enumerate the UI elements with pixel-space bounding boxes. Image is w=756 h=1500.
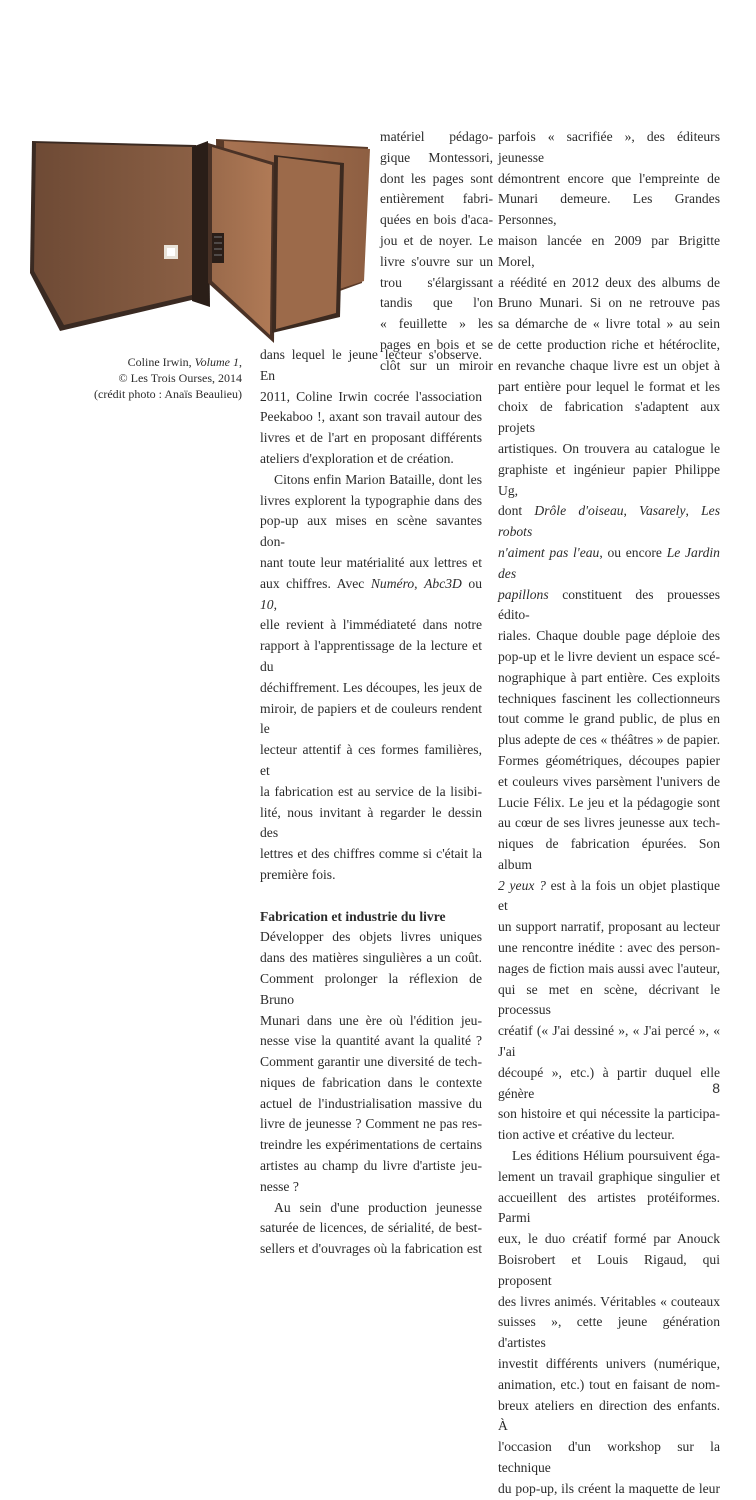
text-line: de cette production riche et hétéroclite, (498, 336, 720, 352)
text-line: accueillent des artistes protéiformes. Parmi (498, 1189, 720, 1226)
text-line: niques de fabrication dans le contexte (260, 1074, 482, 1090)
page-number: 8 (712, 1080, 720, 1096)
text-line: suisses », cette jeune génération d'artistes (498, 1314, 720, 1351)
text-line: livre s'ouvre sur un (380, 253, 493, 269)
text-line: Comment garantir une diversité de tech- (260, 1054, 482, 1070)
text-line: Formes géométriques, découpes papier (498, 752, 720, 768)
text-line: « feuillette » les (380, 316, 493, 332)
text-line: pop-up aux mises en scène savantes don- (260, 513, 482, 550)
middle-column (260, 345, 482, 1260)
text-line: graphiste et ingénieur papier Philippe Ug, (498, 461, 720, 498)
caption-publisher: © Les Trois Ourses, 2014 (118, 371, 242, 385)
text-line: des livres animés. Véritables « couteaux (498, 1293, 720, 1309)
text-line: du pop-up, ils créent la maquette de leur (498, 1480, 720, 1496)
text-line: dont Drôle d'oiseau, Vasarely, Les robots (498, 503, 720, 540)
text-line: aux chiffres. Avec Numéro, Abc3D ou 10, (260, 575, 482, 612)
wrap-column (380, 127, 493, 377)
text-line: tandis que l'on (380, 295, 493, 311)
text-line: Comment prolonger la réflexion de Bruno (260, 970, 482, 1007)
caption-title: Volume 1 (194, 355, 239, 369)
text-line: livre de jeunesse ? Comment ne pas res- (260, 1116, 482, 1132)
text-line: actuel de l'industrialisation massive du (260, 1095, 482, 1111)
text-line: ateliers d'exploration et de création. (260, 450, 454, 466)
text-line: sellers et d'ouvrages où la fabrication est (260, 1241, 482, 1257)
text-line: nages de fiction mais aussi avec l'auteur, (498, 960, 720, 976)
text-line: Lucie Félix. Le jeu et la pédagogie sont (498, 794, 720, 810)
text-line: Citons enfin Marion Bataille, dont les (274, 471, 482, 487)
text-line: dans lequel le jeune lecteur s'observe. En (260, 347, 482, 383)
text-line: quées en bois d'aca- (380, 212, 493, 228)
text-line: livres et de l'art en proposant différents (260, 430, 482, 446)
text-line: treindre les expérimentations de certains (260, 1137, 482, 1153)
text-line: niques de fabrication épurées. Son album (498, 836, 720, 872)
text-line: gique Montessori, (380, 149, 493, 165)
text-line: nant toute leur matérialité aux lettres et (260, 554, 482, 570)
text-line: artistiques. On trouvera au catalogue le (498, 440, 720, 456)
text-line: artistes au champ du livre d'artiste jeu- (260, 1158, 482, 1174)
text-line: la fabrication est au service de la lisibi- (260, 783, 482, 799)
text-line: 2 yeux ? est à la fois un objet plastique et (498, 877, 720, 914)
text-line: jou et de noyer. Le (380, 232, 493, 248)
text-line: l'occasion d'un workshop sur la technique (498, 1439, 720, 1475)
text-line: et couleurs vives parsèment l'univers de (498, 773, 720, 789)
text-line: qui se met en scène, décrivant le processus (498, 981, 720, 1018)
text-line: lement un travail graphique singulier et (498, 1168, 720, 1184)
text-line: tion active et créative du lecteur. (498, 1127, 675, 1143)
text-line: eux, le duo créatif formé par Anouck (498, 1231, 720, 1247)
text-line: a réédité en 2012 deux des albums de (498, 274, 720, 290)
text-line: rapport à l'apprentissage de la lecture et du (260, 638, 482, 674)
text-line: un support narratif, proposant au lecteur (498, 919, 720, 935)
text-line: lecteur attentif à ces formes familières, et (260, 742, 482, 778)
text-line: une rencontre inédite : avec des person- (498, 940, 720, 956)
text-line: découpé », etc.) à partir duquel elle génère (498, 1064, 720, 1101)
text-line: papillons constituent des prouesses édito- (498, 586, 720, 623)
caption-artist: Coline Irwin, (127, 355, 195, 369)
text-line: nographique à part entière. Ces exploits (498, 669, 720, 685)
text-line: livres explorent la typographie dans des (260, 492, 482, 508)
text-line: investit différents univers (numérique, (498, 1356, 720, 1372)
text-line: Munari demeure. Les Grandes Personnes, (498, 191, 720, 228)
text-line: sa démarche de « livre total » au sein (498, 316, 720, 332)
text-line: elle revient à l'immédiateté dans notre (260, 617, 482, 633)
text-line: riales. Chaque double page déploie des (498, 628, 720, 644)
text-line: Au sein d'une production jeunesse (274, 1199, 482, 1215)
text-line: entièrement fabri- (380, 191, 493, 207)
text-line: part entière pour lequel le format et les (498, 378, 720, 394)
text-line: breux ateliers en direction des enfants. À (498, 1397, 720, 1434)
text-line: démontrent encore que l'empreinte de (498, 170, 720, 186)
text-line: maison lancée en 2009 par Brigitte Morel, (498, 232, 720, 269)
text-line: pages en bois et se (380, 336, 493, 352)
text-line: au cœur de ses livres jeunesse aux tech- (498, 815, 720, 831)
text-line: Boisrobert et Louis Rigaud, qui proposent (498, 1252, 720, 1288)
text-line: n'aiment pas l'eau, ou encore Le Jardin des (498, 544, 720, 581)
text-line: Les éditions Hélium poursuivent éga- (512, 1148, 720, 1164)
right-column (498, 127, 720, 1500)
text-line: première fois. (260, 866, 336, 882)
text-line: techniques fascinent les collectionneurs (498, 690, 720, 706)
text-line: Développer des objets livres uniques (260, 929, 482, 945)
figure-caption: Coline Irwin, Volume 1, © Les Trois Ourses, 2014 (crédit photo : Anaïs Beaulieu) (80, 354, 242, 402)
text-line: dans des matières singulières a un coût. (260, 950, 482, 966)
text-line: Munari dans une ère où l'édition jeu- (260, 1012, 482, 1028)
text-line: Peekaboo !, axant son travail autour des (260, 409, 482, 425)
text-line: nesse vise la quantité avant la qualité ? (260, 1033, 482, 1049)
text-line: pop-up et le livre devient un espace scé- (498, 648, 720, 664)
text-line: dont les pages sont (380, 170, 493, 186)
text-line: tout comme le grand public, de plus en (498, 711, 720, 727)
text-line: matériel pédago- (380, 129, 493, 144)
caption-photo-credit: (crédit photo : Anaïs Beaulieu) (94, 387, 242, 401)
text-line: clôt sur un miroir (380, 357, 493, 373)
text-line: trou s'élargissant (380, 274, 493, 290)
text-line: Bruno Munari. Si on ne retrouve pas (498, 295, 720, 311)
text-line: nesse ? (260, 1178, 299, 1194)
text-line: 2011, Coline Irwin cocrée l'association (260, 388, 482, 404)
text-line: créatif (« J'ai dessiné », « J'ai percé », « J'ai (498, 1023, 720, 1060)
text-line: parfois « sacrifiée », des éditeurs jeunesse (498, 129, 720, 165)
text-line: lettres et des chiffres comme si c'était la (260, 846, 482, 862)
text-line: son histoire et qui nécessite la participa- (498, 1106, 720, 1122)
text-line: animation, etc.) tout en faisant de nom- (498, 1376, 720, 1392)
wooden-book-photo (28, 133, 376, 347)
text-line: déchiffrement. Les découpes, les jeux de (260, 679, 482, 695)
text-line: miroir, de papiers et de couleurs rendent le (260, 700, 482, 737)
text-line: saturée de licences, de sérialité, de best- (260, 1220, 482, 1236)
section-heading: Fabrication et industrie du livre (260, 908, 446, 924)
text-line: en revanche chaque livre est un objet à (498, 357, 720, 373)
text-line: choix de fabrication s'adaptent aux projets (498, 399, 720, 436)
text-line: lité, nous invitant à regarder le dessin des (260, 804, 482, 841)
text-line: plus adepte de ces « théâtres » de papier. (498, 732, 720, 748)
